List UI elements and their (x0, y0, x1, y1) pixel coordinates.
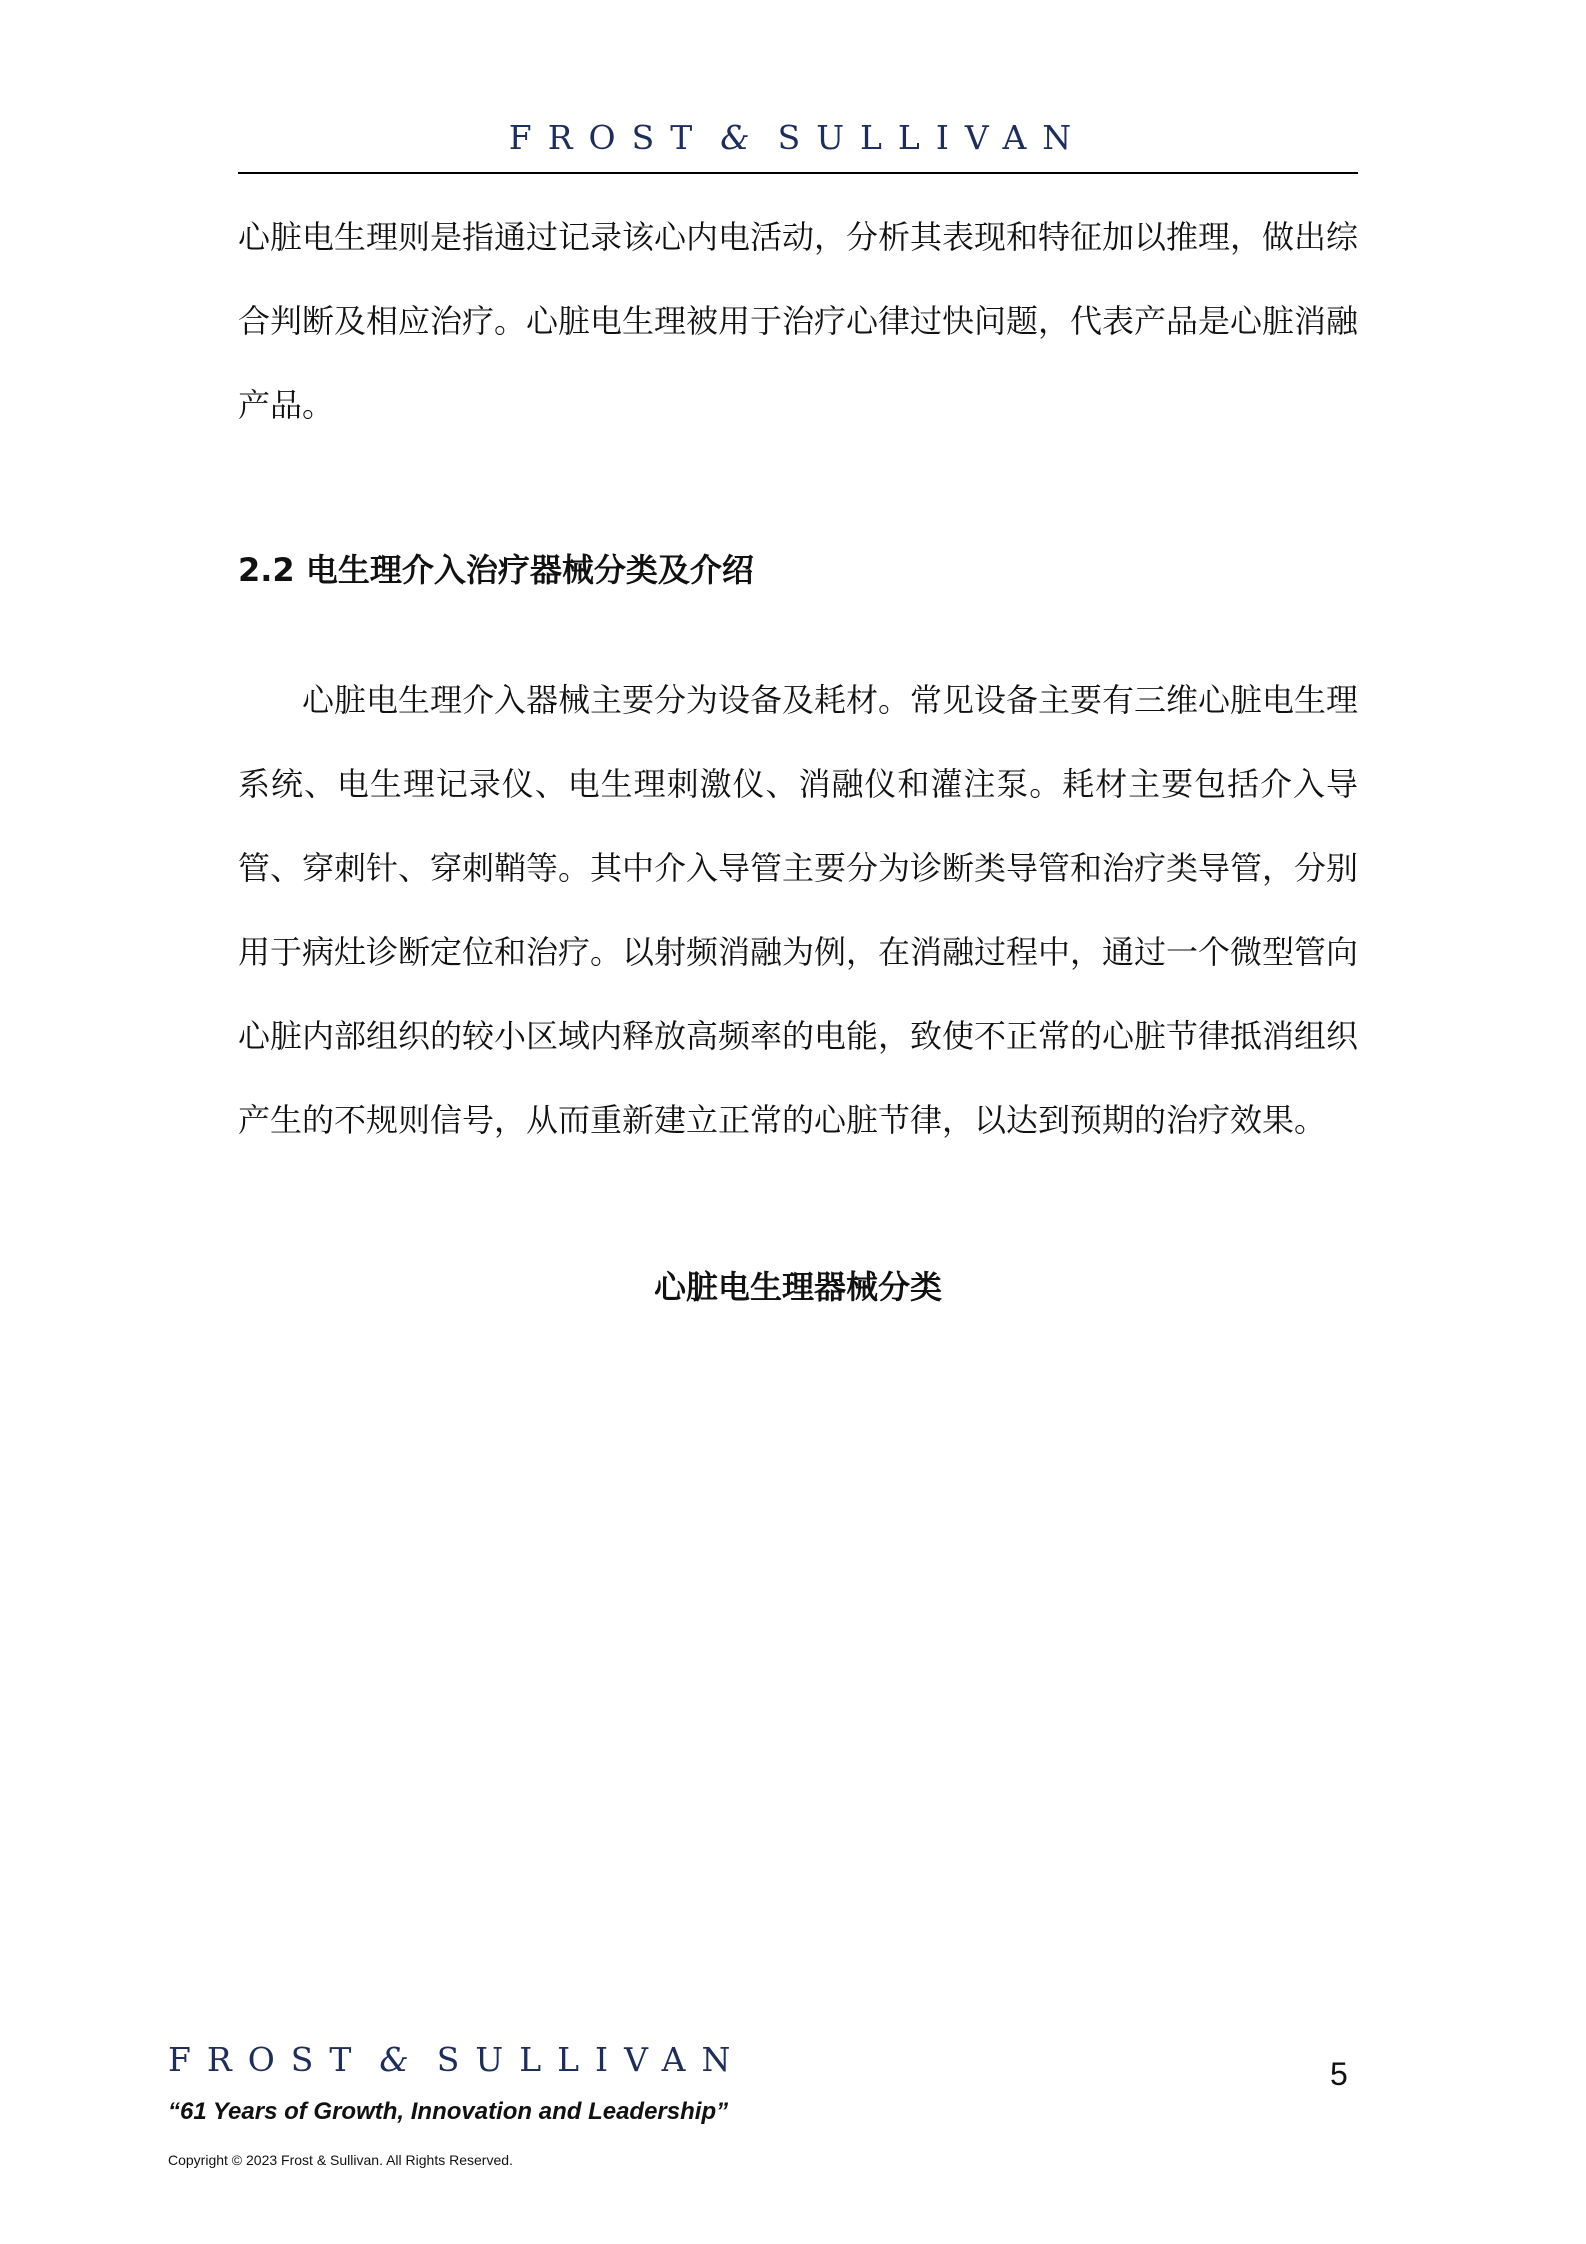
header-logo-ampersand: & (720, 118, 750, 157)
body-paragraph-1: 心脏电生理则是指通过记录该心内电活动，分析其表现和特征加以推理，做出综合判断及相应治疗。心脏电生理被用于治疗心律过快问题，代表产品是心脏消融产品。 (238, 218, 1359, 424)
footer-logo (168, 2040, 746, 2079)
header-divider (238, 172, 1358, 174)
section-heading: 2.2 电生理介入治疗器械分类及介绍 (238, 551, 754, 589)
header-logo (238, 118, 1358, 157)
footer-tagline: “61 Years of Growth, Innovation and Leadership” (168, 2098, 729, 2125)
footer-logo-ampersand: & (379, 2040, 409, 2079)
page-number: 5 (1330, 2056, 1348, 2092)
footer-logo-frost: FROST (168, 2040, 368, 2079)
footer-copyright: Copyright © 2023 Frost & Sullivan. All Rights Reserved. (168, 2152, 513, 2168)
header-logo-sullivan: SULLIVAN (777, 118, 1088, 157)
figure-title: 心脏电生理器械分类 (653, 1268, 942, 1306)
body-paragraph-2: 心脏电生理介入器械主要分为设备及耗材。常见设备主要有三维心脏电生理系统、电生理记录仪、电生理刺激仪、消融仪和灌注泵。耗材主要包括介入导管、穿刺针、穿刺鞘等。其中介入导管主要分为诊断类导管和治疗类导管，分别用于病灶诊断定位和治疗。以射频消融为例，在消融过程中，通过一个微型管向心脏内部组织的较小区域内释放高频率的电能，致使不正常的心脏节律抵消组织产生的不规则信号，从而重新建立正常的心脏节律，以达到预期的治疗效果。 (238, 681, 1359, 1139)
footer-logo-sullivan: SULLIVAN (436, 2040, 747, 2079)
header-logo-frost: FROST (508, 118, 709, 157)
